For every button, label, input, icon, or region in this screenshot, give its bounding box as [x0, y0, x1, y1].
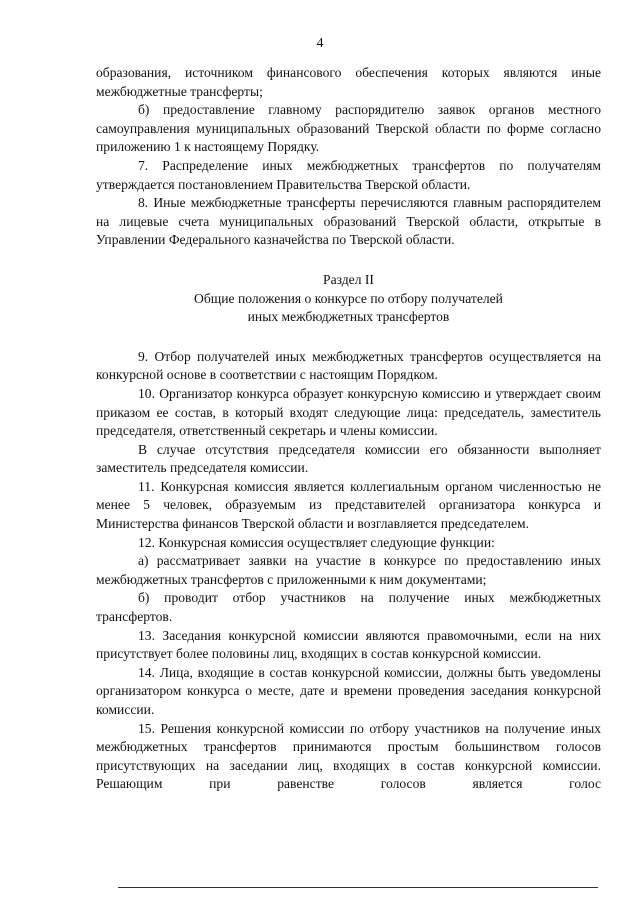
paragraph-12-a: а) рассматривает заявки на участие в конкурсе по предоставлению иных межбюджетных трансфертов с приложенными к ним документами;: [96, 553, 601, 587]
paragraph-11: 11. Конкурсная комиссия является коллегиальным органом численностью не менее 5 человек, образуемым из представителей организатора конкурса и Министерства финансов Тверской области и возглавляется председателем.: [96, 478, 601, 532]
page-number: 4: [316, 36, 324, 51]
paragraph-continuation: образования, источником финансового обеспечения которых являются иные межбюджетные трансферты;: [96, 65, 601, 99]
section-title-line-1: Общие положения о конкурсе по отбору получателей: [194, 290, 503, 306]
section-spacer: [96, 327, 601, 348]
section-label: Раздел II: [323, 271, 374, 287]
paragraph-8: 8. Иные межбюджетные трансферты перечисляются главным распорядителем на лицевые счета муниципальных образований Тверской области, открытые в Управлении Федерального казначейства по Тверской области.: [96, 195, 601, 248]
paragraph-14: 14. Лица, входящие в состав конкурсной комиссии, должны быть уведомлены организатором конкурса о месте, дате и времени проведения заседания конкурсной комиссии.: [96, 664, 601, 717]
paragraph-15: 15. Решения конкурсной комиссии по отбору участников на получение иных межбюджетных трансфертов принимаются простым большинством голосов присутствующих на заседании лиц, входящих в состав конкурсной комиссии. Решающим при равенстве голосов является голос: [96, 720, 601, 792]
document-body: [96, 64, 601, 794]
section-title-line-2: иных межбюджетных трансфертов: [247, 309, 450, 325]
footer-rule: [118, 887, 598, 888]
paragraph-7: 7. Распределение иных межбюджетных трансфертов по получателям утверждается постановлением Правительства Тверской области.: [96, 157, 601, 192]
paragraph-item-b: б) предоставление главному распорядителю заявок органов местного самоуправления муниципальных образований Тверской области по форме согласно приложению 1 к настоящему Порядку.: [96, 102, 601, 155]
paragraph-12: 12. Конкурсная комиссия осуществляет следующие функции:: [138, 534, 495, 550]
paragraph-12-b: б) проводит отбор участников на получение иных межбюджетных трансфертов.: [96, 590, 601, 625]
paragraph-10: 10. Организатор конкурса образует конкурсную комиссию и утверждает своим приказом ее состав, в который входят следующие лица: председатель, заместитель председателя, ответственный секретарь и члены комиссии.: [96, 385, 601, 439]
paragraph-10-note: В случае отсутствия председателя комиссии его обязанности выполняет заместитель председателя комиссии.: [96, 441, 601, 476]
paragraph-9: 9. Отбор получателей иных межбюджетных трансфертов осуществляется на конкурсной основе в соответствии с настоящим Порядком.: [96, 348, 601, 383]
paragraph-13: 13. Заседания конкурсной комиссии являются правомочными, если на них присутствует более половины лиц, входящих в состав конкурсной комиссии.: [96, 627, 601, 662]
